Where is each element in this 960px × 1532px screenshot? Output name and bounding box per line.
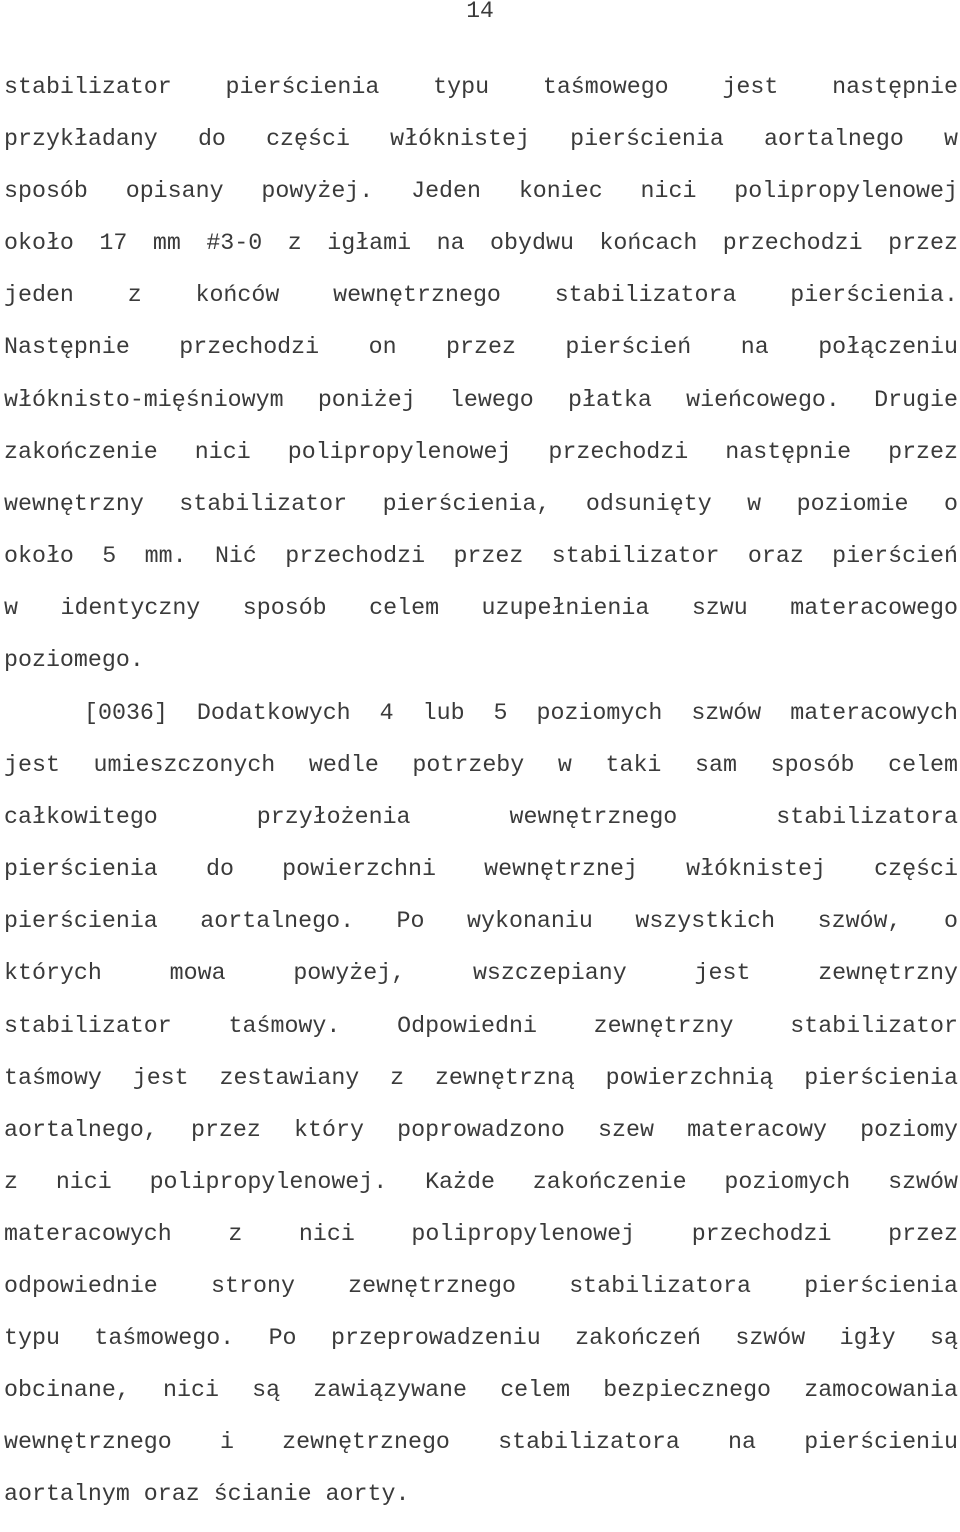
- text-line: typu taśmowego. Po przeprowadzeniu zakończeń szwów igły są: [4, 1325, 958, 1352]
- text-line: w identyczny sposób celem uzupełnienia szwu materacowego: [4, 594, 958, 621]
- text-line: odpowiednie strony zewnętrznego stabilizatora pierścienia: [4, 1273, 958, 1300]
- text-line: [0036] Dodatkowych 4 lub 5 poziomych szwów materacowych: [84, 700, 958, 726]
- text-line: około 17 mm #3-0 z igłami na obydwu końcach przechodzi przez: [4, 230, 958, 257]
- text-line: obcinane, nici są zawiązywane celem bezpiecznego zamocowania: [4, 1377, 958, 1404]
- text-line: około 5 mm. Nić przechodzi przez stabilizator oraz pierścień: [4, 542, 958, 569]
- text-line: stabilizator pierścienia typu taśmowego jest następnie: [4, 74, 958, 100]
- text-line: aortalnego, przez który poprowadzono szew materacowy poziomy: [4, 1116, 958, 1143]
- paragraph-1: [4, 72, 958, 697]
- text-line: pierścienia aortalnego. Po wykonaniu wszystkich szwów, o: [4, 908, 958, 935]
- text-line: stabilizator taśmowy. Odpowiedni zewnętrzny stabilizator: [4, 1012, 958, 1039]
- text-line: zakończenie nici polipropylenowej przechodzi następnie przez: [4, 438, 958, 465]
- text-line: z nici polipropylenowej. Każde zakończenie poziomych szwów: [4, 1168, 958, 1195]
- text-line: Następnie przechodzi on przez pierścień na połączeniu: [4, 334, 958, 361]
- text-line: aortalnym oraz ścianie aorty.: [4, 1481, 410, 1508]
- text-line: wewnętrzny stabilizator pierścienia, odsunięty w poziomie o: [4, 490, 958, 517]
- text-line: których mowa powyżej, wszczepiany jest zewnętrzny: [4, 960, 958, 987]
- paragraph-2: [4, 698, 958, 1532]
- text-line: taśmowy jest zestawiany z zewnętrzną powierzchnią pierścienia: [4, 1064, 958, 1091]
- text-line: jest umieszczonych wedle potrzeby w taki sam sposób celem: [4, 752, 958, 779]
- text-line: wewnętrznego i zewnętrznego stabilizatora na pierścieniu: [4, 1429, 958, 1456]
- text-line: sposób opisany powyżej. Jeden koniec nici polipropylenowej: [4, 178, 958, 205]
- text-line: włóknisto-mięśniowym poniżej lewego płatka wieńcowego. Drugie: [4, 386, 958, 413]
- text-line: jeden z końców wewnętrznego stabilizatora pierścienia.: [4, 282, 958, 309]
- text-line: poziomego.: [4, 647, 144, 674]
- text-line: całkowitego przyłożenia wewnętrznego stabilizatora: [4, 804, 958, 831]
- text-line: przykładany do części włóknistej pierścienia aortalnego w: [4, 126, 958, 153]
- text-line: materacowych z nici polipropylenowej przechodzi przez: [4, 1220, 958, 1247]
- text-line: pierścienia do powierzchni wewnętrznej włóknistej części: [4, 856, 958, 883]
- page-number: 14: [466, 0, 494, 24]
